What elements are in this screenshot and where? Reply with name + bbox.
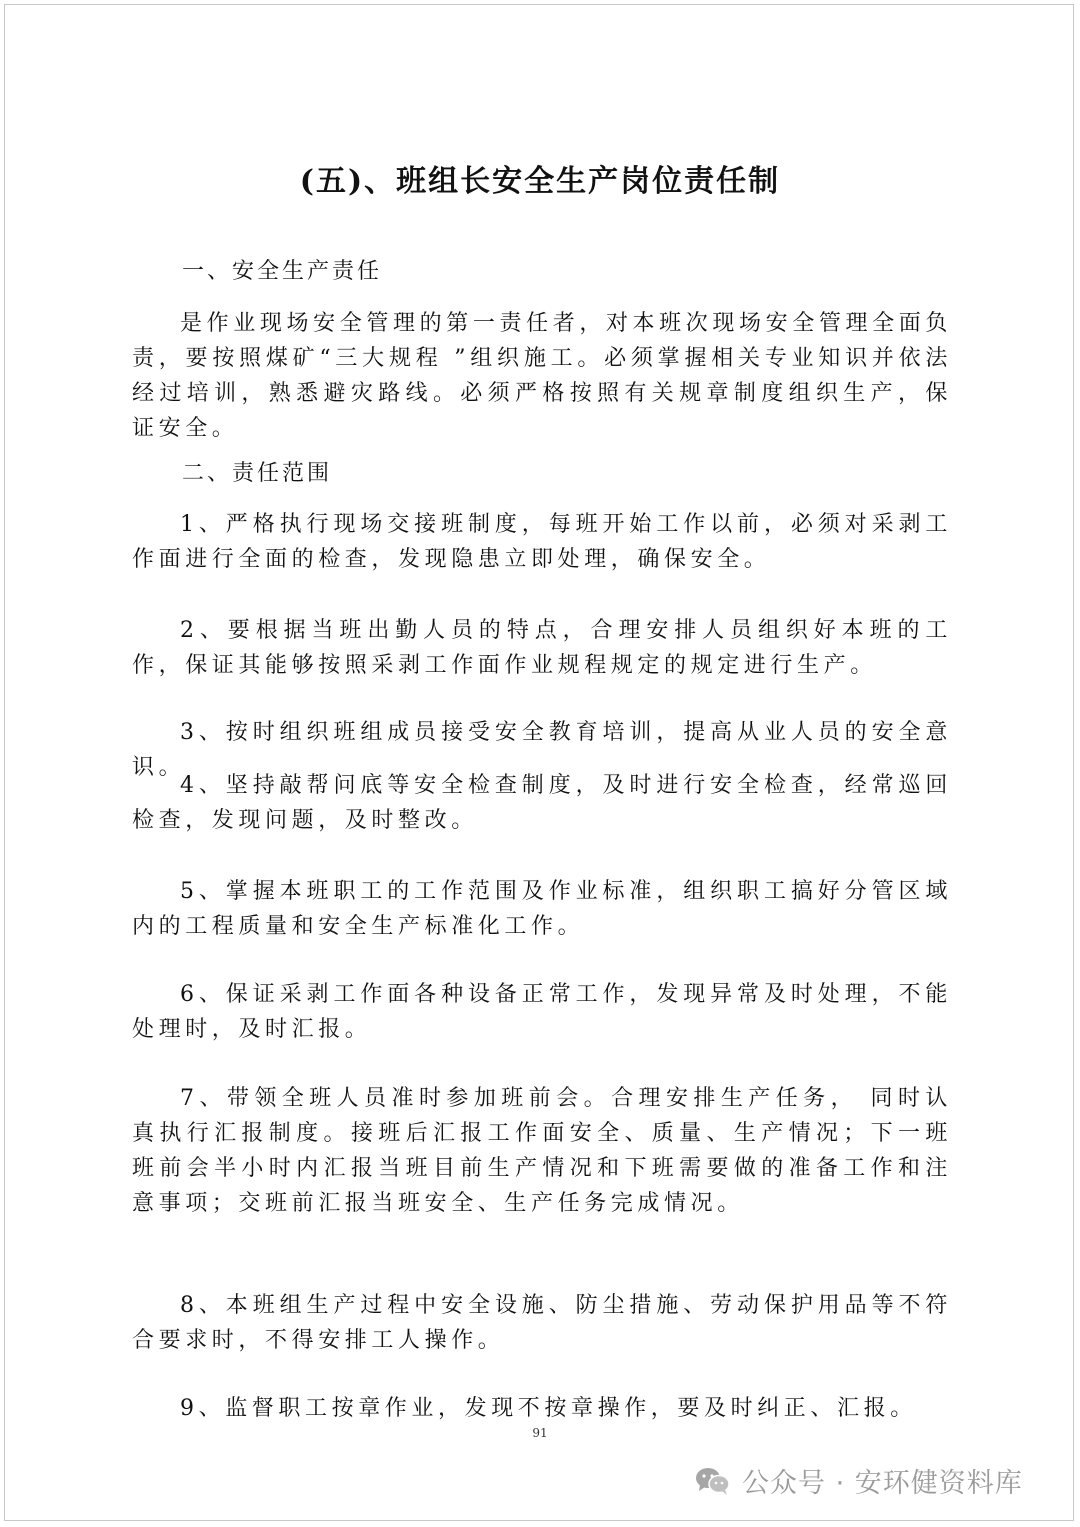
page-number: 91 (532, 1426, 548, 1440)
scope-item-8: 8、本班组生产过程中安全设施、防尘措施、劳动保护用品等不符合要求时，不得安排工人操作。 (132, 1293, 952, 1353)
scope-item-7: 7、带领全班人员准时参加班前会。合理安排生产任务， 同时认真执行汇报制度。接班后汇报工作面安全、质量、生产情况；下一班班前会半小时内汇报当班目前生产情况和下班需要做的准备工作和注意事项；交班前汇报当班安全、生产任务完成情况。 (132, 1086, 952, 1216)
section-paragraph-responsibility: 是作业现场安全管理的第一责任者，对本班次现场安全管理全面负责，要按照煤矿“三大规程 ”组织施工。必须掌握相关专业知识并依法经过培训，熟悉避灾路线。必须严格按照有关规章制度组织生产，保证安全。 (132, 311, 952, 441)
section-heading-scope: 二、责任范围 (182, 461, 333, 486)
scope-item-3: 3、按时组织班组成员接受安全教育培训，提高从业人员的安全意识。 (132, 720, 952, 780)
wechat-icon (694, 1465, 732, 1497)
watermark (694, 1461, 1023, 1500)
scope-item-9: 9、监督职工按章作业，发现不按章操作，要及时纠正、汇报。 (180, 1396, 917, 1421)
document-title: (五)、班组长安全生产岗位责任制 (299, 164, 781, 199)
watermark-text: 公众号 · 安环健资料库 (742, 1468, 1023, 1499)
scope-item-6: 6、保证采剥工作面各种设备正常工作，发现异常及时处理，不能处理时，及时汇报。 (132, 982, 952, 1042)
scope-item-1: 1、严格执行现场交接班制度，每班开始工作以前，必须对采剥工作面进行全面的检查，发现隐患立即处理，确保安全。 (132, 512, 952, 572)
section-heading-responsibility: 一、安全生产责任 (182, 259, 383, 284)
scope-item-4: 4、坚持敲帮问底等安全检查制度，及时进行安全检查，经常巡回检查，发现问题，及时整改。 (132, 773, 952, 833)
scope-item-5: 5、掌握本班职工的工作范围及作业标准，组织职工搞好分管区域内的工程质量和安全生产标准化工作。 (132, 879, 952, 939)
scope-item-2: 2、要根据当班出勤人员的特点，合理安排人员组织好本班的工作，保证其能够按照采剥工作面作业规程规定的规定进行生产。 (132, 618, 952, 678)
